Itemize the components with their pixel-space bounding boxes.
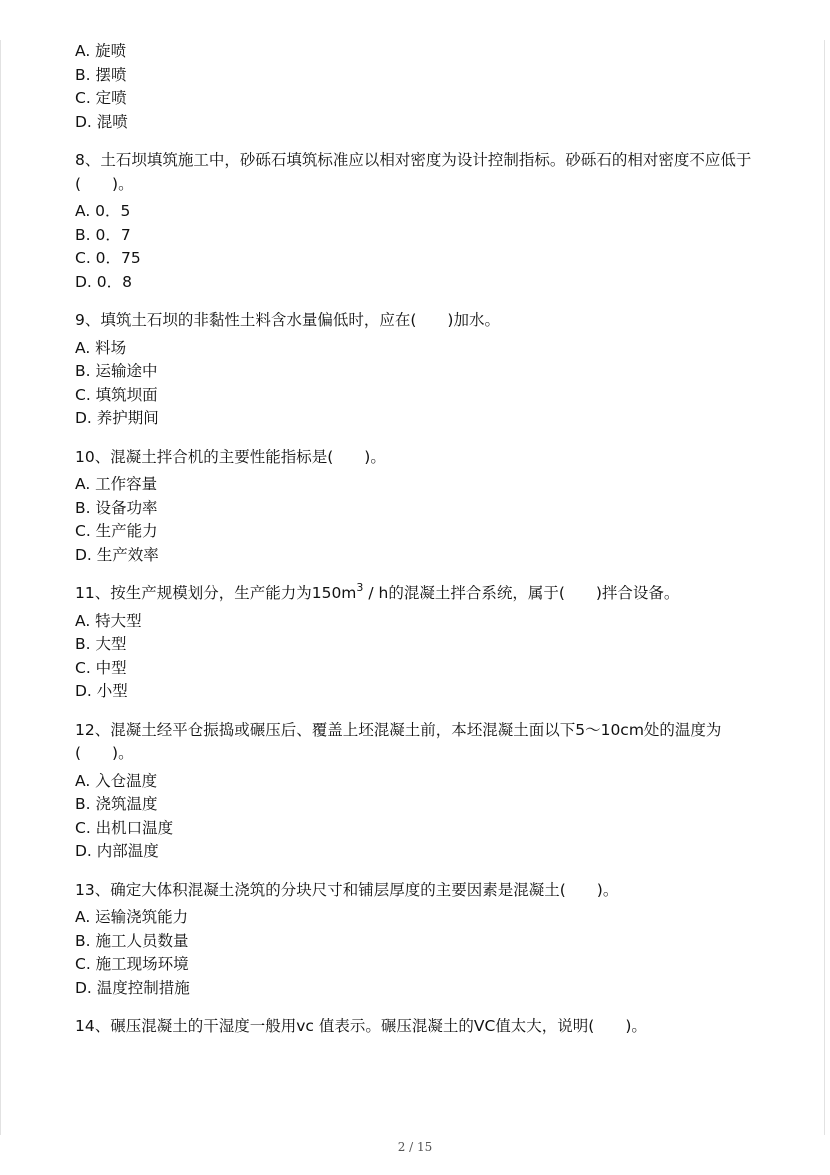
option-item: D. 小型 [75, 682, 128, 700]
page-border-right [824, 40, 825, 1135]
question-11-text-after: / h的混凝土拌合系统，属于( )拌合设备。 [363, 584, 680, 602]
option-item: B. 设备功率 [75, 498, 158, 517]
option-item: C. 填筑坝面 [75, 385, 158, 404]
option-item: A. 特大型 [75, 611, 142, 630]
question-13-text: 13、确定大体积混凝土浇筑的分块尺寸和铺层厚度的主要因素是混凝土( )。 [75, 880, 619, 899]
option-item: D. 0．8 [75, 272, 133, 291]
question-11-superscript: 3 [356, 581, 364, 594]
option-item: C. 0．75 [75, 249, 141, 267]
question-11-text-before: 11、按生产规模划分，生产能力为150m [75, 584, 357, 602]
option-item: D. 温度控制措施 [75, 978, 190, 997]
option-item: A. 旋喷 [75, 42, 127, 60]
option-item: C. 施工现场环境 [75, 955, 189, 973]
option-item: B. 大型 [75, 635, 127, 653]
option-item: A. 运输浇筑能力 [75, 908, 189, 926]
option-item: C. 出机口温度 [75, 818, 174, 837]
question-12-text: 12、混凝土经平仓振捣或碾压后、覆盖上坯混凝土前，本坯混凝土面以下5～10cm处的温度为( )。 [75, 720, 722, 762]
question-9-text: 9、填筑土石坝的非黏性土料含水量偏低时，应在( )加水。 [75, 311, 500, 329]
option-item: B. 摆喷 [75, 65, 127, 84]
option-item: D. 生产效率 [75, 545, 159, 564]
question-14-text: 14、碾压混凝土的干湿度一般用vc 值表示。碾压混凝土的VC值太大，说明( )。 [75, 1017, 647, 1035]
option-item: B. 运输途中 [75, 362, 158, 380]
option-item: C. 定喷 [75, 89, 127, 107]
option-item: A. 工作容量 [75, 475, 158, 493]
option-item: A. 入仓温度 [75, 771, 158, 790]
question-10-text: 10、混凝土拌合机的主要性能指标是( )。 [75, 447, 386, 466]
question-11-text [75, 582, 755, 606]
option-item: A. 0．5 [75, 202, 131, 220]
option-item: B. 0．7 [75, 225, 131, 244]
option-item: D. 养护期间 [75, 409, 159, 427]
option-item: C. 中型 [75, 658, 127, 677]
option-item: D. 内部温度 [75, 842, 159, 860]
option-item: A. 料场 [75, 338, 127, 357]
question-8-text: 8、土石坝填筑施工中，砂砾石填筑标准应以相对密度为设计控制指标。砂砾石的相对密度不应低于( )。 [75, 151, 752, 193]
option-item: B. 浇筑温度 [75, 795, 158, 813]
option-item: C. 生产能力 [75, 522, 158, 540]
page-border-left [0, 40, 1, 1135]
page-content [75, 40, 755, 1043]
option-item: D. 混喷 [75, 112, 128, 131]
page-indicator: 2 / 15 [397, 1140, 433, 1154]
option-item: B. 施工人员数量 [75, 931, 189, 950]
